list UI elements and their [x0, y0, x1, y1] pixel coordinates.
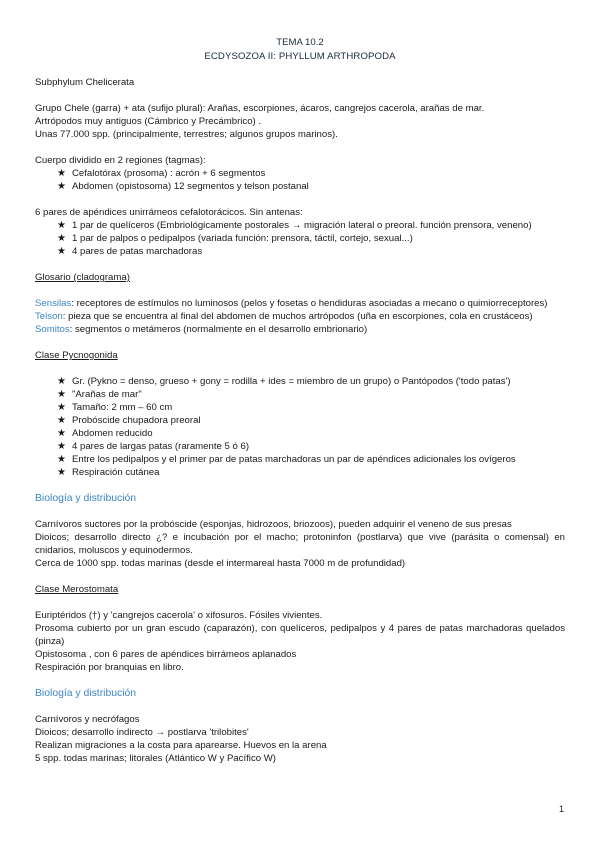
- page-number: 1: [558, 804, 564, 814]
- star-bullet-icon: ★: [57, 389, 66, 400]
- document-page: [35, 36, 565, 765]
- list-item: ★ 1 par de palpos o pedipalpos (variada función: prensora, táctil, cortejo, sexual...): [57, 233, 413, 244]
- list-item: ★ Abdomen reducido: [57, 428, 153, 439]
- section-heading-chelicerata: Subphylum Chelicerata: [35, 77, 135, 88]
- star-bullet-icon: ★: [57, 441, 66, 452]
- list-item: ★ Abdomen (opistosoma) 12 segmentos y telson postanal: [57, 181, 309, 192]
- paragraph-line: Carnívoros y necrófagos: [35, 714, 140, 725]
- pycnogonida-list: [35, 375, 565, 479]
- star-bullet-icon: ★: [57, 415, 66, 426]
- appendages-list: [35, 219, 565, 258]
- paragraph-line: Prosoma cubierto por un gran escudo (caparazón), con quelíceros, pedipalpos y 4 pares de patas marchadoras quelados (pinza): [35, 623, 565, 647]
- paragraph-line: Euriptéridos (†) y 'cangrejos cacerola' o xifosuros. Fósiles vivientes.: [35, 610, 323, 621]
- paragraph-line: Opistosoma , con 6 pares de apéndices birrámeos aplanados: [35, 649, 297, 660]
- paragraph-line: Dioicos; desarrollo directo ¿? e incubación por el macho; protoninfon (postlarva) que vive (parásita o comensal) en cnidarios, moluscos y equinodermos.: [35, 532, 565, 556]
- section-heading-merostomata: Clase Merostomata: [35, 584, 119, 595]
- glossary-term: Sensilas: [35, 298, 72, 309]
- glossary-entry: Sensilas: receptores de estímulos no luminosos (pelos y fosetas o hendiduras asociadas a mecano o quimiorreceptores): [35, 298, 548, 309]
- glossary-entry: Somitos: segmentos o metámeros (normalmente en el desarrollo embrionario): [35, 324, 368, 335]
- paragraph-line: Dioicos; desarrollo indirecto → postlarva 'trilobites': [35, 727, 249, 738]
- star-bullet-icon: ★: [57, 168, 66, 179]
- section-heading-pycnogonida: Clase Pycnogonida: [35, 350, 118, 361]
- glossary-term: Somitos: [35, 324, 70, 335]
- paragraph-line: Realizan migraciones a la costa para aparearse. Huevos en la arena: [35, 740, 327, 751]
- paragraph-line: Artrópodos muy antiguos (Cámbrico y Precámbrico) .: [35, 116, 262, 127]
- list-item: ★ Entre los pedipalpos y el primer par de patas marchadoras un par de apéndices adicionales los ovígeros: [57, 454, 516, 465]
- list-item: ★ Tamaño: 2 mm – 60 cm: [57, 402, 173, 413]
- star-bullet-icon: ★: [57, 454, 66, 465]
- star-bullet-icon: ★: [57, 428, 66, 439]
- paragraph-line: 5 spp. todas marinas; litorales (Atlántico W y Pacífico W): [35, 753, 276, 764]
- star-bullet-icon: ★: [57, 467, 66, 478]
- star-bullet-icon: ★: [57, 376, 66, 387]
- page-subtitle: ECDYSOZOA II: PHYLLUM ARTHROPODA: [204, 50, 396, 62]
- list-item: ★ "Arañas de mar": [57, 389, 142, 400]
- biology-heading-merostomata: Biología y distribución: [35, 688, 137, 699]
- star-bullet-icon: ★: [57, 233, 66, 244]
- list-item: ★ 4 pares de largas patas (raramente 5 ó 6): [57, 441, 250, 452]
- paragraph-line: Carnívoros suctores por la probóscide (esponjas, hidrozoos, briozoos), pueden adquirir el veneno de sus presas: [35, 519, 512, 530]
- star-bullet-icon: ★: [57, 402, 66, 413]
- list-item: ★ 1 par de quelíceros (Embriológicamente postorales → migración lateral o preoral. función prensora, veneno): [57, 220, 532, 231]
- list-item: ★ 4 pares de patas marchadoras: [57, 246, 203, 257]
- section-heading-glossary: Glosario (cladograma): [35, 272, 130, 283]
- appendages-heading: 6 pares de apéndices unirrámeos cefalotorácicos. Sin antenas:: [35, 207, 303, 218]
- paragraph-line: Grupo Chele (garra) + ata (sufijo plural): Arañas, escorpiones, ácaros, cangrejos cacerola, arañas de mar.: [35, 103, 485, 114]
- glossary-term: Telson: [35, 311, 63, 322]
- list-item: ★ Probóscide chupadora preoral: [57, 415, 201, 426]
- star-bullet-icon: ★: [57, 220, 66, 231]
- biology-heading-pycnogonida: Biología y distribución: [35, 493, 137, 504]
- paragraph-line: Cerca de 1000 spp. todas marinas (desde el intermareal hasta 7000 m de profundidad): [35, 558, 406, 569]
- glossary-entry: Telson: pieza que se encuentra al final del abdomen de muchos artrópodos (uña en escorpiones, cola en crustáceos): [35, 311, 533, 322]
- list-item: ★ Cefalotórax (prosoma) : acrón + 6 segmentos: [57, 168, 266, 179]
- body-regions-heading: Cuerpo dividido en 2 regiones (tagmas):: [35, 155, 206, 166]
- page-title: TEMA 10.2: [276, 37, 324, 48]
- list-item: ★ Gr. (Pykno = denso, grueso + gony = rodilla + ides = miembro de un grupo) o Pantópodos ('todo patas'): [57, 376, 511, 387]
- body-regions-list: [35, 167, 565, 193]
- paragraph-line: Unas 77.000 spp. (principalmente, terrestres; algunos grupos marinos).: [35, 129, 338, 140]
- star-bullet-icon: ★: [57, 181, 66, 192]
- list-item: ★ Respiración cutánea: [57, 467, 160, 478]
- star-bullet-icon: ★: [57, 246, 66, 257]
- paragraph-line: Respiración por branquias en libro.: [35, 662, 184, 673]
